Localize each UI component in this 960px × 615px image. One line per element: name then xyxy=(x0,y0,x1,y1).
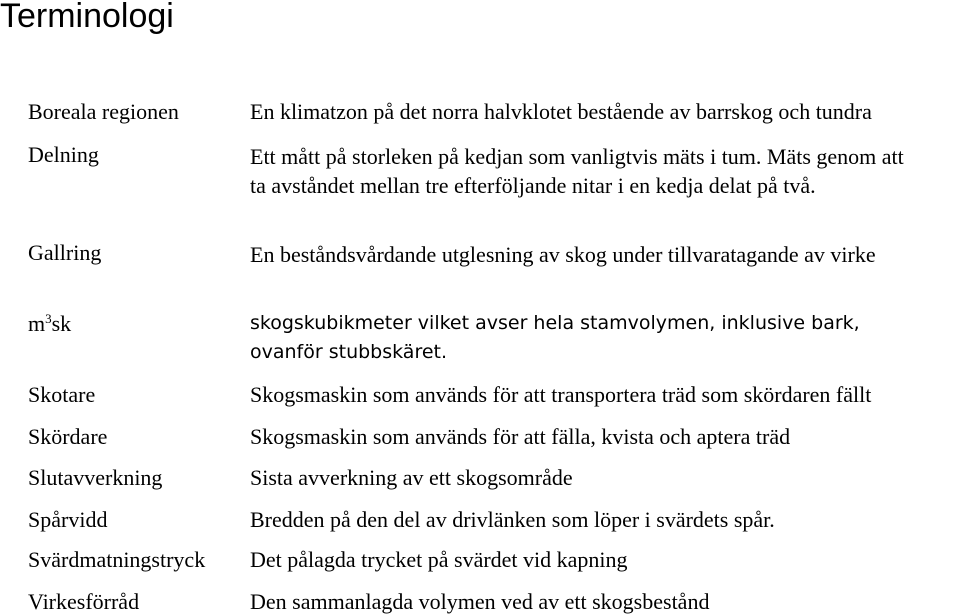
glossary-definition: Skogsmaskin som används för att transportera träd som skördaren fällt xyxy=(250,382,872,407)
glossary-term: Svärdmatningstryck xyxy=(28,547,206,572)
term-suffix: sk xyxy=(51,311,72,336)
glossary-term: Skördare xyxy=(28,424,108,449)
glossary-term: Gallring xyxy=(28,240,102,265)
glossary-term: Virkesförråd xyxy=(28,589,140,614)
glossary-definition: Skogsmaskin som används för att fälla, kvista och aptera träd xyxy=(250,424,791,449)
glossary-term xyxy=(28,311,248,337)
glossary-definition: En klimatzon på det norra halvklotet bestående av barrskog och tundra xyxy=(250,99,872,124)
glossary-definition: skogskubikmeter vilket avser hela stamvolymen, inklusive bark, ovanför stubbskäret. xyxy=(250,312,860,363)
glossary-definition: Den sammanlagda volymen ved av ett skogsbestånd xyxy=(250,589,710,614)
term-prefix: m xyxy=(28,311,46,336)
glossary-term: Slutavverkning xyxy=(28,465,163,490)
glossary-definition: Ett mått på storleken på kedjan som vanligtvis mäts i tum. Mäts genom att ta avståndet mellan tre efterföljande nitar i en kedja delat på två. xyxy=(250,144,904,198)
glossary-term: Delning xyxy=(28,142,99,167)
term-superscript: 3 xyxy=(45,311,52,326)
glossary-definition: Sista avverkning av ett skogsområde xyxy=(250,465,573,490)
page-title: Terminologi xyxy=(0,0,174,35)
glossary-definition: Det pålagda trycket på svärdet vid kapning xyxy=(250,547,628,572)
glossary-term: Skotare xyxy=(28,382,96,407)
glossary-definition: Bredden på den del av drivlänken som löper i svärdets spår. xyxy=(250,507,775,532)
glossary-term: Spårvidd xyxy=(28,507,108,532)
glossary-term: Boreala regionen xyxy=(28,99,179,124)
glossary-definition: En beståndsvårdande utglesning av skog under tillvaratagande av virke xyxy=(250,242,876,267)
